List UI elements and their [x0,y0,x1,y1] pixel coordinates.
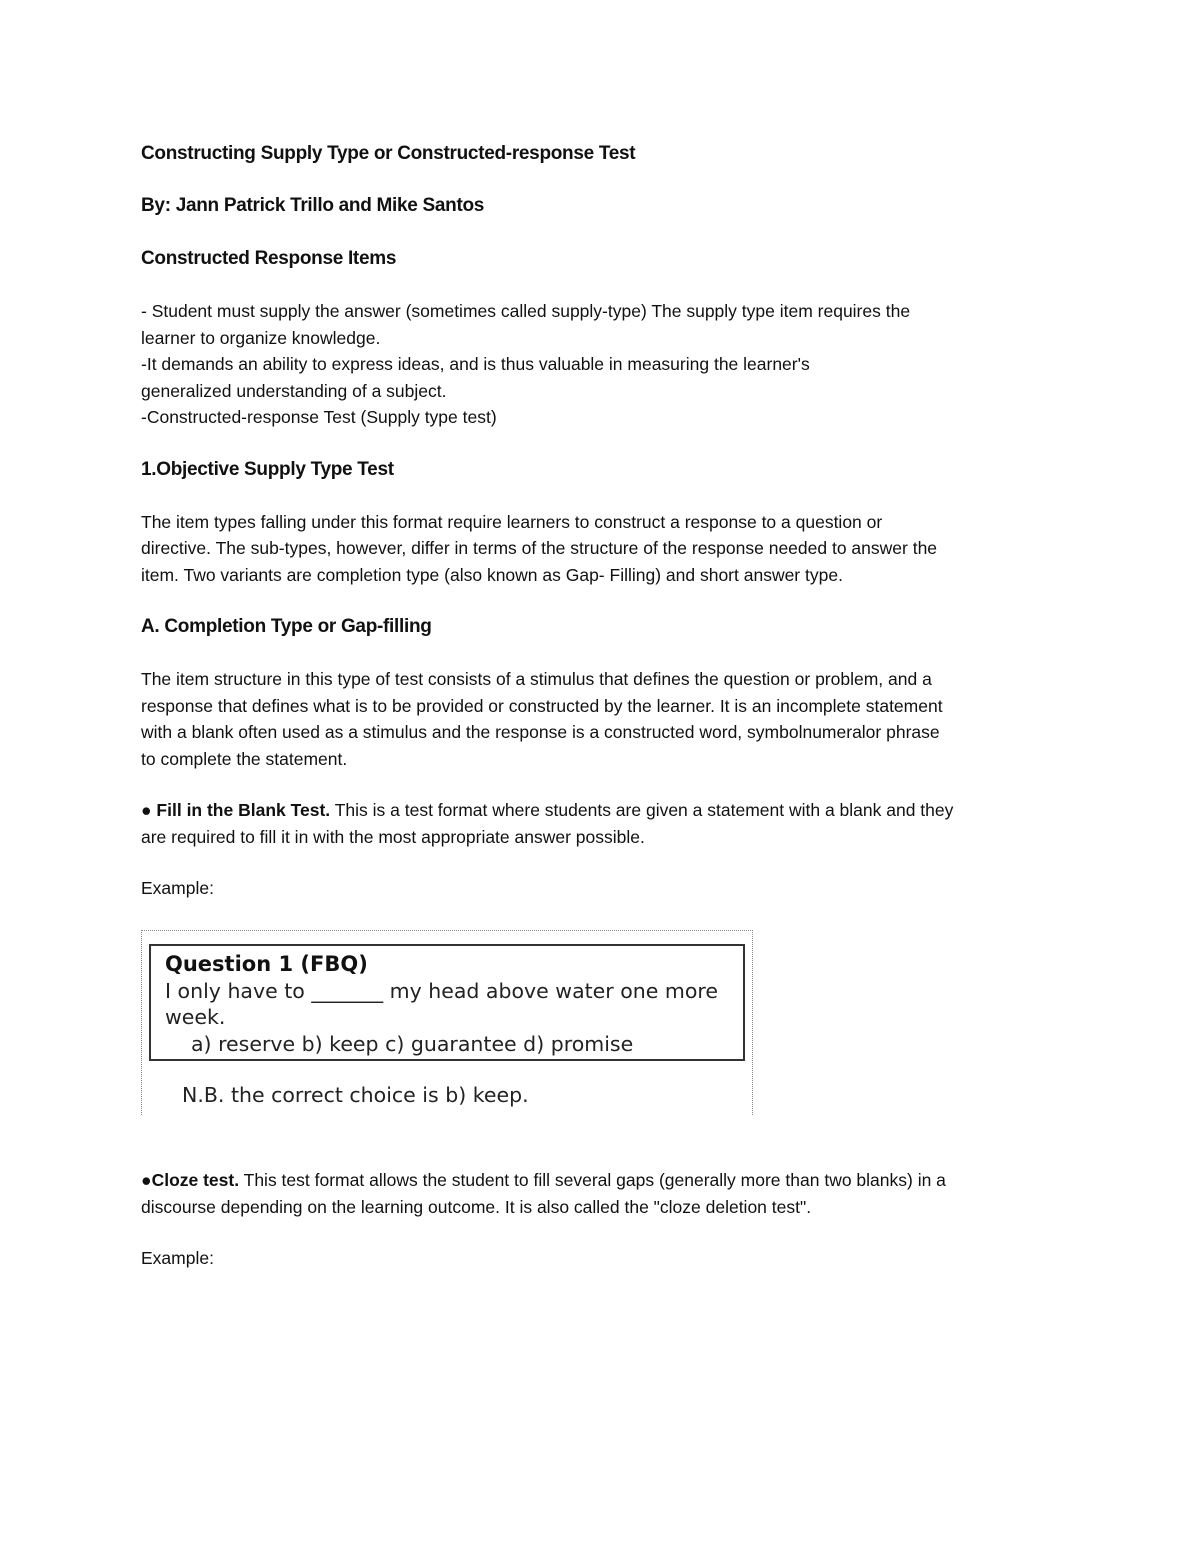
completion-line: The item structure in this type of test consists of a stimulus that defines the question or problem, and a [141,669,932,689]
cloze-line [141,1167,1061,1194]
objective-line: directive. The sub-types, however, differ in terms of the structure of the response needed to answer the [141,538,938,558]
cloze-text: This test format allows the student to fill several gaps (generally more than two blanks) in a [239,1170,946,1190]
intro-line: - Student must supply the answer (sometimes called supply-type) The supply type item requires the [141,301,911,321]
question-box [149,944,745,1061]
intro-line: learner to organize knowledge. [141,327,381,348]
document-title: Constructing Supply Type or Constructed-response Test [141,143,636,164]
question-text: I only have to _______ my head above water one more [165,979,718,1003]
cloze-line: discourse depending on the learning outcome. It is also called the "cloze deletion test". [141,1196,812,1217]
fill-blank-text: This is a test format where students are given a statement with a blank and they [330,800,954,820]
completion-paragraph [141,666,1061,772]
objective-line: The item types falling under this format require learners to construct a response to a question or [141,511,883,532]
question-options: a) reserve b) keep c) guarantee d) promise [191,1032,634,1056]
question-head: Question 1 (FBQ) [165,952,368,976]
intro-line: generalized understanding of a subject. [141,380,447,401]
example-label: Example: [141,878,214,898]
intro-line: -It demands an ability to express ideas, and is thus valuable in measuring the learner's [141,354,810,374]
document-authors: By: Jann Patrick Trillo and Mike Santos [141,195,485,216]
cloze-section [141,1167,1061,1272]
heading-objective-supply: 1.Objective Supply Type Test [141,458,394,480]
heading-completion-type: A. Completion Type or Gap-filling [141,616,432,637]
heading-constructed-response: Constructed Response Items [141,248,397,269]
document-body [141,140,1061,902]
fill-blank-line: are required to fill it in with the most appropriate answer possible. [141,826,645,847]
fill-blank-line [141,797,1061,824]
intro-line: -Constructed-response Test (Supply type test) [141,407,497,427]
completion-line: to complete the statement. [141,748,348,769]
cloze-label: ●Cloze test. [141,1170,240,1190]
answer-note: N.B. the correct choice is b) keep. [182,1083,529,1107]
fill-blank-paragraph [141,797,1061,850]
example-label-2: Example: [141,1248,214,1268]
example-figure [141,930,753,1115]
objective-paragraph [141,509,1061,589]
completion-line: with a blank often used as a stimulus and the response is a constructed word, symbolnumeralor phrase [141,722,940,742]
objective-line: item. Two variants are completion type (also known as Gap- Filling) and short answer type. [141,564,843,585]
intro-bullets [141,298,1061,431]
completion-line: response that defines what is to be provided or constructed by the learner. It is an incomplete statement [141,695,943,716]
question-text: week. [165,1005,226,1029]
fill-blank-label: ● Fill in the Blank Test. [141,800,331,820]
